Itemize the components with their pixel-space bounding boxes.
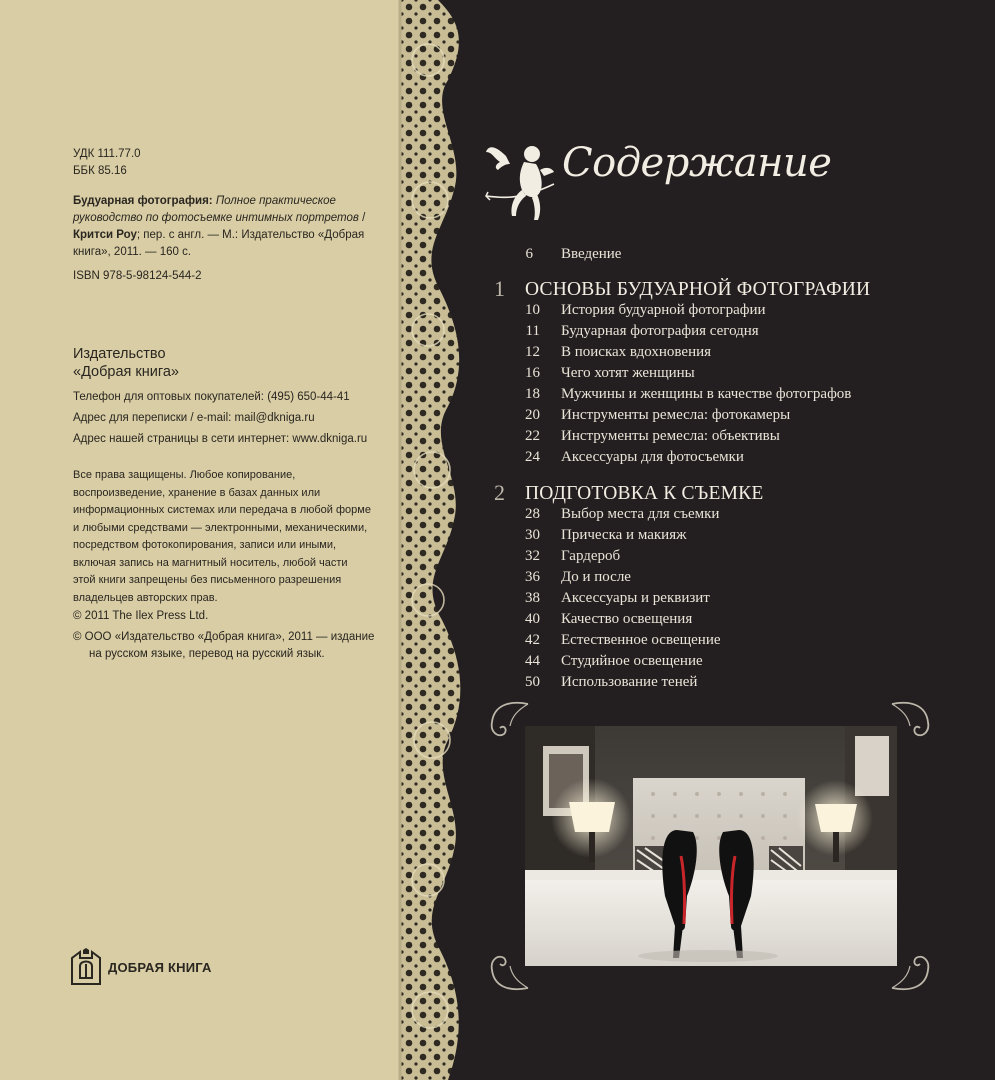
- toc-entry-title: Будуарная фотография сегодня: [561, 323, 759, 339]
- toc-page-number: 16: [525, 365, 540, 381]
- toc-entry-title: В поисках вдохновения: [561, 344, 712, 360]
- toc-page-number: 40: [525, 611, 540, 627]
- toc-entry[interactable]: [500, 653, 940, 674]
- copyright-ilex: © 2011 The Ilex Press Ltd.: [73, 610, 209, 622]
- toc-entry[interactable]: [500, 674, 940, 695]
- toc-entry-title: Мужчины и женщины в качестве фотографов: [561, 386, 852, 402]
- toc-entry[interactable]: [500, 449, 940, 470]
- publisher-logo: [70, 948, 212, 986]
- toc-entry[interactable]: [500, 527, 940, 548]
- book-title: Будуарная фотография:: [73, 195, 213, 207]
- toc-entry[interactable]: [500, 344, 940, 365]
- toc-page-number: 20: [525, 407, 540, 423]
- bbk-code: ББК 85.16: [73, 165, 127, 177]
- cupid-icon: [484, 140, 558, 230]
- contents-title: Содержание: [562, 140, 832, 186]
- toc-entry-title: Прическа и макияж: [561, 527, 687, 543]
- publisher-name: «Добрая книга»: [73, 364, 179, 380]
- toc-page-number: 6: [525, 246, 533, 262]
- rights-notice: Все права защищены. Любое копирование, воспроизведение, хранение в базах данных или информационных системах или передача в любой форме и любыми средствами — электронными, механическими, посредством фотокопирования, записи или иными, включая запись на магнитный носитель, любой части этой книги запрещены без письменного разрешения владельцев авторских прав.: [73, 469, 371, 604]
- toc-entry-title: Чего хотят женщины: [561, 365, 695, 381]
- author: Критси Роу: [73, 229, 137, 241]
- toc-entry-title: Использование теней: [561, 674, 698, 690]
- toc-entry-title: Естественное освещение: [561, 632, 721, 648]
- toc-entry-title: Студийное освещение: [561, 653, 703, 669]
- book-house-icon: [70, 948, 102, 986]
- book-subtitle: Полное практическое руководство по фотосъемке интимных портретов: [73, 195, 359, 224]
- biblio-details: ; пер. с англ. — М.: Издательство «Добрая книга», 2011. — 160 с.: [73, 229, 365, 258]
- toc-entry[interactable]: [500, 590, 940, 611]
- toc-page-number: 38: [525, 590, 540, 606]
- toc-entry-title: Выбор места для съемки: [561, 506, 720, 522]
- publisher-email: Адрес для переписки / e-mail: mail@dkniga.ru: [73, 412, 315, 424]
- toc-entry[interactable]: [500, 632, 940, 653]
- toc-page-number: 36: [525, 569, 540, 585]
- toc-entry-title: Инструменты ремесла: объективы: [561, 428, 780, 444]
- chapter-number: 1: [494, 276, 505, 301]
- toc-entry-title: Аксессуары и реквизит: [561, 590, 710, 606]
- toc-entry[interactable]: [500, 548, 940, 569]
- toc-page-number: 18: [525, 386, 540, 402]
- toc-entry-title: История будуарной фотографии: [561, 302, 766, 318]
- publisher-phone: Телефон для оптовых покупателей: (495) 650-44-41: [73, 391, 350, 403]
- lace-border-decoration: [388, 0, 473, 1080]
- separator: /: [362, 212, 366, 224]
- toc-entry-title: До и после: [561, 569, 631, 585]
- toc-page-number: 11: [525, 323, 540, 339]
- toc-entry[interactable]: [500, 386, 940, 407]
- toc-entry[interactable]: [500, 569, 940, 590]
- toc-page-number: 50: [525, 674, 540, 690]
- toc-entry-title: Качество освещения: [561, 611, 693, 627]
- toc-entry-title: Аксессуары для фотосъемки: [561, 449, 744, 465]
- toc-page-number: 12: [525, 344, 540, 360]
- isbn: ISBN 978-5-98124-544-2: [73, 270, 202, 282]
- toc-page-number: 44: [525, 653, 540, 669]
- toc-entry-title: Инструменты ремесла: фотокамеры: [561, 407, 791, 423]
- toc-page-number: 32: [525, 548, 540, 564]
- toc-page-number: 10: [525, 302, 540, 318]
- publisher-label: Издательство: [73, 346, 166, 362]
- toc-entry[interactable]: [500, 506, 940, 527]
- toc-entry-title: Введение: [561, 246, 622, 262]
- toc-entry[interactable]: [500, 323, 940, 344]
- toc-page-number: 22: [525, 428, 540, 444]
- copyright-dobraya-kniga: © ООО «Издательство «Добрая книга», 2011 — издание на русском языке, перевод на русский язык.: [73, 631, 375, 660]
- toc-page-number: 24: [525, 449, 540, 465]
- bibliographic-record: [73, 193, 383, 261]
- bedroom-heels-photo: [525, 726, 897, 966]
- chapter-title: ОСНОВЫ БУДУАРНОЙ ФОТОГРАФИИ: [525, 279, 871, 300]
- toc-entry-title: Гардероб: [561, 548, 621, 564]
- toc-entry[interactable]: [500, 365, 940, 386]
- toc-entry[interactable]: [500, 407, 940, 428]
- udk-code: УДК 111.77.0: [73, 148, 141, 160]
- toc-page-number: 42: [525, 632, 540, 648]
- toc-entry[interactable]: [500, 611, 940, 632]
- toc-page-number: 28: [525, 506, 540, 522]
- toc-entry[interactable]: [500, 428, 940, 449]
- toc-page-number: 30: [525, 527, 540, 543]
- logo-text: ДОБРАЯ КНИГА: [108, 959, 212, 975]
- toc-entry[interactable]: [500, 302, 940, 323]
- toc-entry-intro[interactable]: [500, 246, 940, 267]
- chapter-title: ПОДГОТОВКА К СЪЕМКЕ: [525, 483, 764, 504]
- chapter-number: 2: [494, 480, 505, 505]
- publisher-website: Адрес нашей страницы в сети интернет: www.dkniga.ru: [73, 433, 368, 445]
